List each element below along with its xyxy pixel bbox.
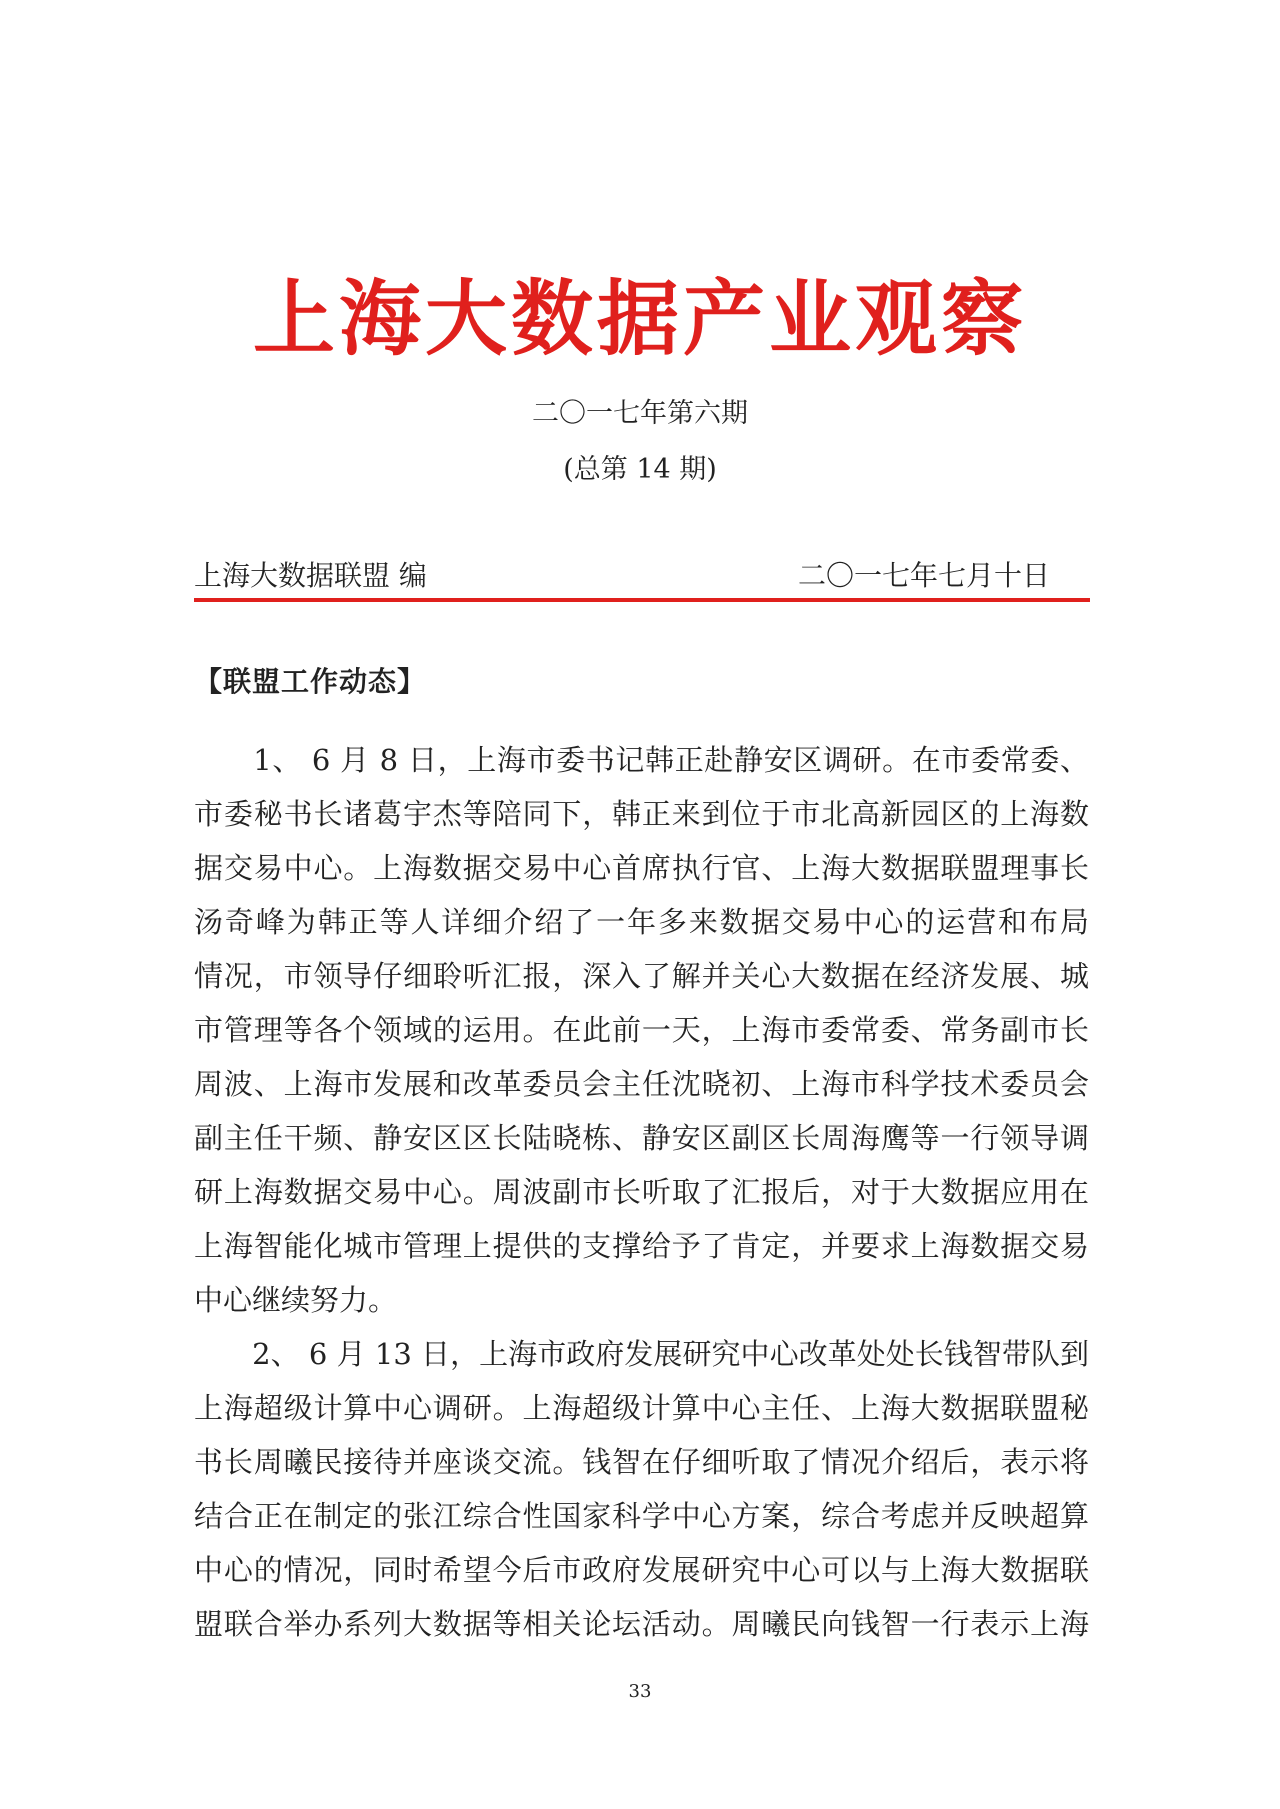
body-line: 情况，市领导仔细聆听汇报，深入了解并关心大数据在经济发展、城 — [194, 959, 1089, 993]
editor-label: 上海大数据联盟 编 — [194, 559, 427, 592]
body-line: 周波、上海市发展和改革委员会主任沈晓初、上海市科学技术委员会 — [194, 1067, 1089, 1101]
body-line: 书长周曦民接待并座谈交流。钱智在仔细听取了情况介绍后，表示将 — [194, 1445, 1089, 1479]
body-text — [194, 733, 1089, 1651]
total-issue-number: (总第 14 期) — [563, 454, 717, 485]
body-line: 2、 6 月 13 日，上海市政府发展研究中心改革处处长钱智带队到 — [194, 1337, 1089, 1371]
body-line: 结合正在制定的张江综合性国家科学中心方案，综合考虑并反映超算 — [194, 1499, 1089, 1533]
body-line: 中心的情况，同时希望今后市政府发展研究中心可以与上海大数据联 — [194, 1553, 1089, 1587]
page-number: 33 — [628, 1681, 652, 1702]
issue-number: 二〇一七年第六期 — [532, 398, 748, 429]
body-line: 汤奇峰为韩正等人详细介绍了一年多来数据交易中心的运营和布局 — [194, 905, 1089, 939]
body-line: 据交易中心。上海数据交易中心首席执行官、上海大数据联盟理事长 — [194, 851, 1089, 885]
body-line: 1、 6 月 8 日，上海市委书记韩正赴静安区调研。在市委常委、 — [194, 743, 1089, 777]
red-divider — [194, 598, 1090, 602]
editor-row — [194, 556, 1090, 596]
body-line: 市管理等各个领域的运用。在此前一天，上海市委常委、常务副市长 — [194, 1013, 1089, 1047]
body-line: 市委秘书长诸葛宇杰等陪同下，韩正来到位于市北高新园区的上海数 — [194, 797, 1089, 831]
body-line: 盟联合举办系列大数据等相关论坛活动。周曦民向钱智一行表示上海 — [194, 1607, 1089, 1641]
body-line: 中心继续努力。 — [194, 1283, 398, 1317]
masthead-title: 上海大数据产业观察 — [252, 272, 1027, 367]
body-line: 研上海数据交易中心。周波副市长听取了汇报后，对于大数据应用在 — [194, 1175, 1089, 1209]
section-heading: 【联盟工作动态】 — [194, 665, 427, 698]
body-line: 上海超级计算中心调研。上海超级计算中心主任、上海大数据联盟秘 — [194, 1391, 1089, 1425]
body-line: 副主任干频、静安区区长陆晓栋、静安区副区长周海鹰等一行领导调 — [194, 1121, 1089, 1155]
publish-date: 二〇一七年七月十日 — [797, 559, 1050, 592]
body-line: 上海智能化城市管理上提供的支撑给予了肯定，并要求上海数据交易 — [194, 1229, 1089, 1263]
